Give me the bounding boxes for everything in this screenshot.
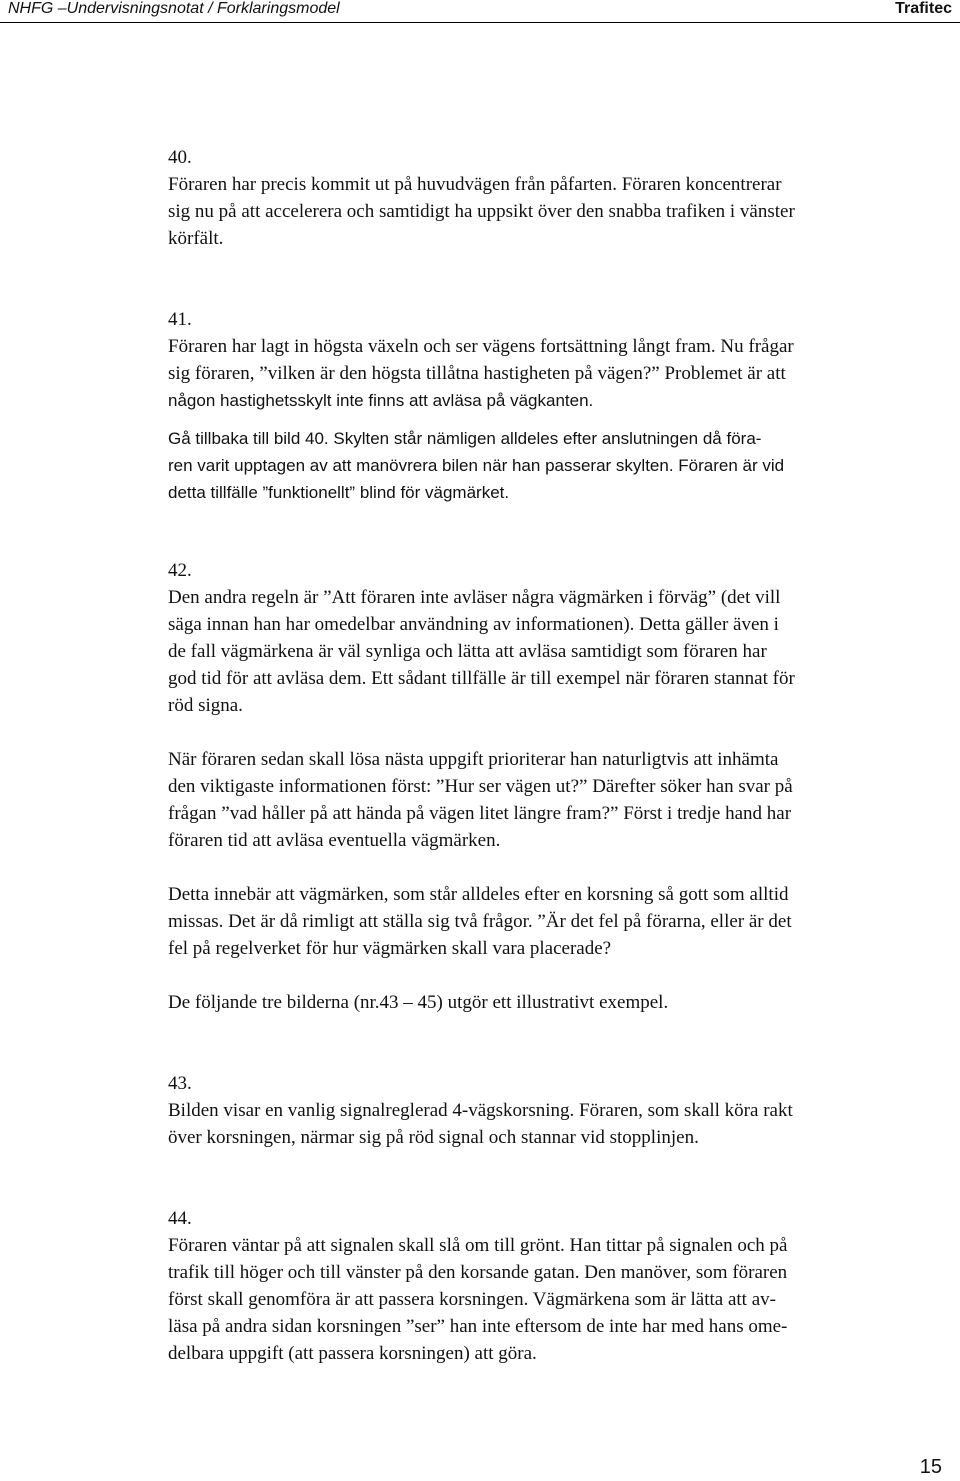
page-number: 15	[919, 1456, 942, 1478]
paragraph-line: trafik till höger och till vänster på den korsande gatan. Den manöver, som föraren	[168, 1262, 788, 1283]
paragraph-line: god tid för att avläsa dem. Ett sådant tillfälle är till exempel när föraren stannat för	[168, 668, 795, 689]
section-number: 44.	[168, 1208, 192, 1229]
section-number: 41.	[168, 309, 192, 330]
section-number: 42.	[168, 560, 192, 581]
paragraph-line: fel på regelverket för hur vägmärken skall vara placerade?	[168, 938, 612, 959]
paragraph-line: föraren tid att avläsa eventuella vägmärken.	[168, 830, 501, 851]
paragraph-line: Föraren väntar på att signalen skall slå om till grönt. Han tittar på signalen och på	[168, 1235, 788, 1256]
paragraph-line: över korsningen, närmar sig på röd signal och stannar vid stopplinjen.	[168, 1127, 699, 1148]
paragraph-line: Bilden visar en vanlig signalreglerad 4-vägskorsning. Föraren, som skall köra rakt	[168, 1100, 793, 1121]
document-body	[168, 144, 948, 1367]
paragraph-line: Detta innebär att vägmärken, som står alldeles efter en korsning så gott som alltid	[168, 884, 789, 905]
header-divider	[0, 22, 960, 23]
header-brand: Trafitec	[895, 0, 952, 17]
paragraph-line: frågan ”vad håller på att hända på vägen litet längre fram?” Först i tredje hand har	[168, 803, 792, 824]
paragraph-line: När föraren sedan skall lösa nästa uppgift prioriterar han naturligtvis att inhämta	[168, 749, 779, 770]
paragraph-line: Föraren har lagt in högsta växeln och ser vägens fortsättning långt fram. Nu frågar	[168, 336, 794, 357]
section-40	[168, 144, 948, 252]
paragraph-line: ren varit upptagen av att manövrera bilen när han passerar skylten. Föraren är vid	[168, 456, 785, 475]
paragraph-line: först skall genomföra är att passera korsningen. Vägmärkena som är lätta att av-	[168, 1289, 776, 1310]
paragraph-line: missas. Det är då rimligt att ställa sig två frågor. ”Är det fel på förarna, eller är det	[168, 911, 792, 932]
paragraph-line: detta tillfälle ”funktionellt” blind för vägmärket.	[168, 483, 510, 502]
paragraph-line: delbara uppgift (att passera korsningen) att göra.	[168, 1343, 537, 1364]
paragraph-line: körfält.	[168, 228, 224, 249]
paragraph-line: Gå tillbaka till bild 40. Skylten står nämligen alldeles efter anslutningen då föra-	[168, 429, 762, 448]
header-title: NHFG –Undervisningsnotat / Forklaringsmodel	[8, 0, 340, 17]
paragraph-line: Föraren har precis kommit ut på huvudvägen från påfarten. Föraren koncentrerar	[168, 174, 782, 195]
paragraph-line: någon hastighetsskylt inte finns att avläsa på vägkanten.	[168, 391, 594, 410]
section-43	[168, 1070, 948, 1151]
paragraph-line: de fall vägmärkena är väl synliga och lätta att avläsa samtidigt som föraren har	[168, 641, 767, 662]
paragraph-line: Den andra regeln är ”Att föraren inte avläser några vägmärken i förväg” (det vill	[168, 587, 781, 608]
paragraph-line: sig nu på att accelerera och samtidigt ha uppsikt över den snabba trafiken i vänster	[168, 201, 795, 222]
section-41	[168, 306, 948, 506]
paragraph-line: sig föraren, ”vilken är den högsta tillåtna hastigheten på vägen?” Problemet är att	[168, 363, 786, 384]
paragraph-line: säga innan han har omedelbar användning av informationen). Detta gäller även i	[168, 614, 779, 635]
section-42	[168, 557, 948, 1016]
paragraph-line: röd signa.	[168, 695, 243, 716]
paragraph-line: den viktigaste informationen först: ”Hur ser vägen ut?” Därefter söker han svar på	[168, 776, 793, 797]
page-header	[0, 0, 960, 24]
paragraph-line: De följande tre bilderna (nr.43 – 45) utgör ett illustrativt exempel.	[168, 992, 669, 1013]
section-number: 40.	[168, 147, 192, 168]
paragraph-line: läsa på andra sidan korsningen ”ser” han inte eftersom de inte har med hans ome-	[168, 1316, 788, 1337]
section-44	[168, 1205, 948, 1367]
section-number: 43.	[168, 1073, 192, 1094]
